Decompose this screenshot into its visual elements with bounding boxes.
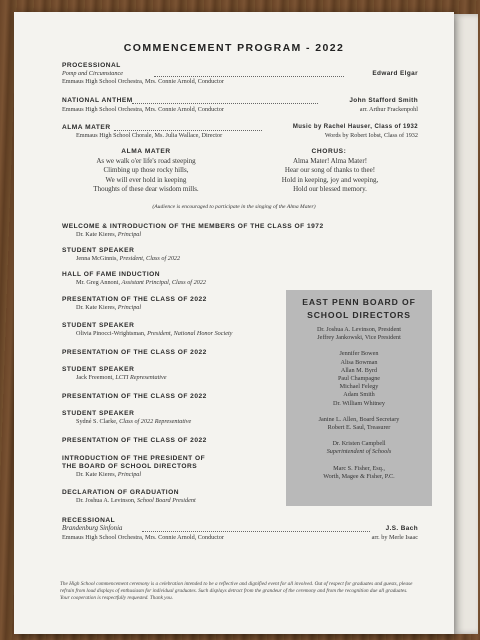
anthem-performers: Emmaus High School Orchestra, Mrs. Connie Arnold, Conductor bbox=[62, 106, 224, 113]
board-member: Michael Felegy bbox=[339, 383, 379, 391]
page-title: COMMENCEMENT PROGRAM - 2022 bbox=[123, 42, 345, 54]
processional-performers: Emmaus High School Orchestra, Mrs. Connie Arnold, Conductor bbox=[62, 78, 224, 85]
item-speaker: Dr. Kate Kieres, Principal bbox=[76, 471, 142, 478]
board-member: Adam Smith bbox=[343, 391, 375, 399]
declaration-heading: DECLARATION OF GRADUATION bbox=[62, 489, 180, 496]
item-heading: PRESENTATION OF THE CLASS OF 2022 bbox=[62, 393, 207, 400]
board-member: Jennifer Bowen bbox=[339, 350, 379, 358]
recessional-performers: Emmaus High School Orchestra, Mrs. Connie Arnold, Conductor bbox=[62, 534, 224, 541]
processional-composer: Edward Elgar bbox=[372, 70, 418, 77]
lyric-line: Hold our blessed memory. bbox=[293, 185, 367, 194]
chorus-title: CHORUS: bbox=[311, 148, 347, 155]
leader-dots bbox=[114, 130, 262, 131]
superintendent-title: Superintendent of Schools bbox=[326, 448, 392, 456]
leader-dots bbox=[132, 103, 318, 104]
anthem-heading: NATIONAL ANTHEM bbox=[62, 97, 133, 104]
chorus-lyrics bbox=[250, 157, 410, 195]
recessional-arranger: arr. by Merle Isaac bbox=[371, 534, 418, 541]
item-speaker: Sydné S. Clarke, Class of 2022 Representative bbox=[76, 418, 192, 425]
board-secretary: Janine L. Allen, Board Secretary bbox=[318, 415, 400, 423]
board-president: Dr. Joshua A. Levinson, President bbox=[316, 326, 402, 333]
alma-mater-performers: Emmaus High School Chorale, Ms. Julia Wallace, Director bbox=[76, 132, 223, 139]
intro-board-heading: INTRODUCTION OF THE PRESIDENT OF bbox=[62, 455, 206, 462]
board-member: Dr. William Whitney bbox=[333, 399, 385, 407]
alma-mater-note: (Audience is encouraged to participate in the singing of the Alma Mater) bbox=[152, 204, 316, 210]
item-heading: STUDENT SPEAKER bbox=[62, 410, 135, 417]
item-heading: HALL OF FAME INDUCTION bbox=[62, 271, 161, 278]
anthem-composer: John Stafford Smith bbox=[349, 97, 418, 104]
item-heading: STUDENT SPEAKER bbox=[62, 366, 135, 373]
intro-board-heading: THE BOARD OF SCHOOL DIRECTORS bbox=[62, 463, 198, 470]
item-heading: PRESENTATION OF THE CLASS OF 2022 bbox=[62, 296, 207, 303]
item-heading: PRESENTATION OF THE CLASS OF 2022 bbox=[62, 437, 207, 444]
lyric-line: Thoughts of these dear wisdom mills. bbox=[93, 185, 199, 194]
superintendent-name: Dr. Kristen Campbell bbox=[332, 440, 386, 448]
lyric-line: As we walk o'er life's road steeping bbox=[96, 157, 196, 165]
verse-title: ALMA MATER bbox=[121, 148, 171, 155]
board-member: Allan M. Byrd bbox=[340, 366, 378, 374]
processional-piece: Pomp and Circumstance bbox=[62, 70, 123, 77]
item-speaker: Mr. Greg Annoni, Assistant Principal, Class of 2022 bbox=[76, 279, 206, 286]
alma-mater-heading: ALMA MATER bbox=[62, 124, 111, 131]
footer-note: The High School commencement ceremony is a celebration intended to be a reflective and dignified event for all involved. Out of respect for graduates and guests, please refrain from loud displays of enthusiasm for individual graduates. Such displays detract from the grandeur of the ceremony and from the recognition due all graduates. Your cooperation is respectfully requested. Thank you. bbox=[60, 581, 413, 602]
lyric-line: Hear our song of thanks to thee! bbox=[284, 166, 376, 175]
recessional-heading: RECESSIONAL bbox=[62, 517, 116, 524]
board-member: Paul Champagne bbox=[337, 375, 381, 383]
item-speaker: Dr. Kate Kieres, Principal bbox=[76, 304, 142, 311]
solicitor-firm: Worth, Magee & Fisher, P.C. bbox=[323, 472, 395, 480]
processional-heading: PROCESSIONAL bbox=[62, 62, 121, 69]
item-heading: WELCOME & INTRODUCTION OF THE MEMBERS OF THE CLASS OF 1972 bbox=[62, 223, 324, 230]
item-heading: STUDENT SPEAKER bbox=[62, 322, 135, 329]
board-member: Alisa Bowman bbox=[340, 358, 378, 366]
board-treasurer: Robert E. Saul, Treasurer bbox=[327, 424, 391, 432]
recessional-composer: J.S. Bach bbox=[385, 525, 418, 532]
program-page bbox=[14, 12, 454, 634]
item-speaker: Jack Freemont, LCTI Representative bbox=[76, 374, 167, 381]
item-speaker: Dr. Joshua A. Levinson, School Board President bbox=[76, 497, 196, 504]
board-vice-president: Jeffrey Jankowski, Vice President bbox=[317, 334, 401, 342]
solicitor: Marc S. Fisher, Esq., bbox=[333, 464, 385, 472]
lyric-line: Alma Mater! Alma Mater! bbox=[292, 157, 368, 165]
item-speaker: Jenna McGinnis, President, Class of 2022 bbox=[76, 255, 181, 262]
lyric-line: Climbing up those rocky hills, bbox=[103, 166, 189, 175]
leader-dots bbox=[142, 531, 370, 532]
item-heading: STUDENT SPEAKER bbox=[62, 247, 135, 254]
board-title: SCHOOL DIRECTORS bbox=[307, 310, 411, 320]
item-speaker: Olivia Pinocci-Wrightsman, President, National Honor Society bbox=[76, 330, 233, 337]
anthem-arranger: arr. Arthur Frackenpohl bbox=[359, 106, 418, 113]
item-heading: PRESENTATION OF THE CLASS OF 2022 bbox=[62, 349, 207, 356]
board-title: EAST PENN BOARD OF bbox=[302, 297, 416, 307]
alma-mater-music-credit: Music by Rachel Hauser, Class of 1932 bbox=[292, 124, 418, 130]
recessional-piece: Brandenburg Sinfonia bbox=[62, 525, 123, 532]
item-speaker: Dr. Kate Kieres, Principal bbox=[76, 231, 142, 238]
verse-lyrics bbox=[66, 157, 226, 195]
leader-dots bbox=[154, 76, 344, 77]
lyric-line: Hold in keeping, joy and weeping, bbox=[281, 175, 379, 184]
board-directors-box bbox=[286, 290, 432, 506]
lyric-line: We will ever hold in keeping bbox=[105, 175, 187, 184]
alma-mater-words-credit: Words by Robert Iobst, Class of 1932 bbox=[324, 132, 418, 139]
